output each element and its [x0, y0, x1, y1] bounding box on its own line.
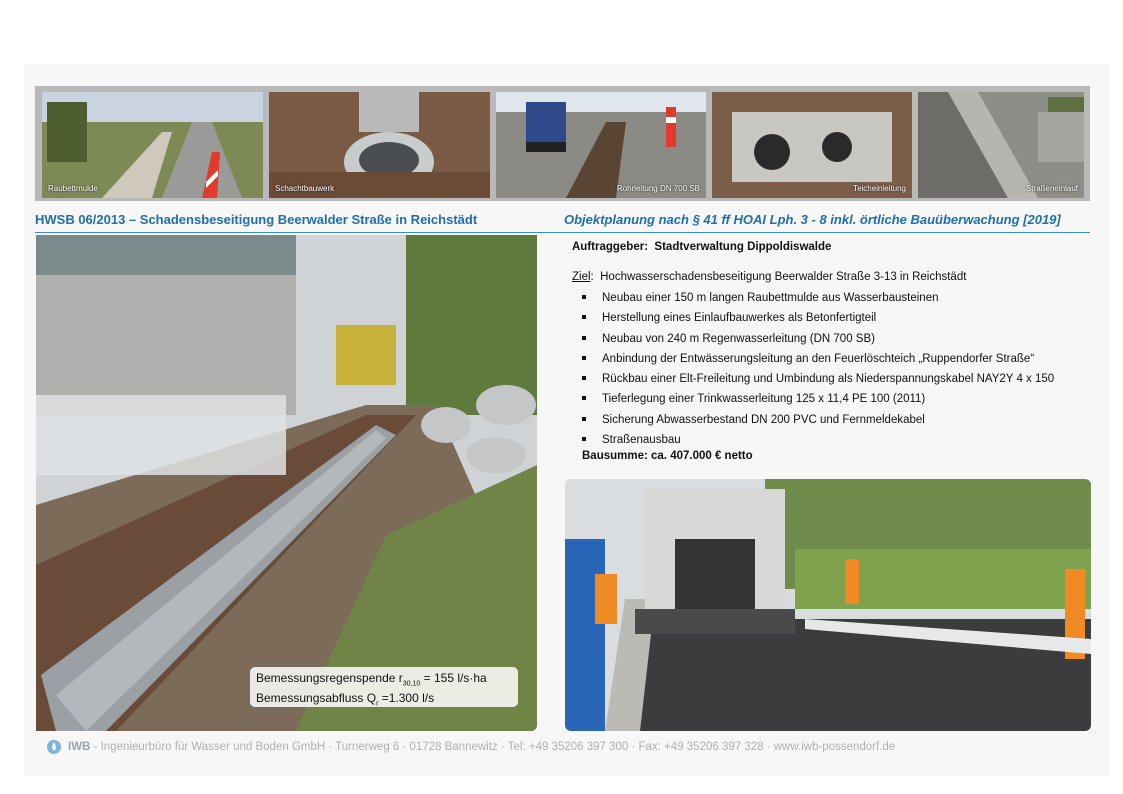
thumbnail-rohrleitung	[496, 92, 706, 198]
thumbnail-schachtbauwerk	[269, 92, 490, 198]
photo-pipe-trench	[36, 235, 537, 731]
thumbnail-strasseneinlauf	[918, 92, 1084, 198]
header-divider	[35, 232, 1090, 233]
design-values-callout	[250, 667, 518, 707]
client-line: Auftraggeber: Stadtverwaltung Dippoldiswalde	[572, 241, 832, 253]
list-item: Neubau von 240 m Regenwasserleitung (DN 700 SB)	[572, 329, 1092, 349]
list-item: Herstellung eines Einlaufbauwerkes als Betonfertigteil	[572, 308, 1092, 328]
project-info	[572, 241, 1092, 462]
list-item: Rückbau einer Elt-Freileitung und Umbindung als Niederspannungskabel NAY2Y 4 x 150	[572, 369, 1092, 389]
thumbnail-caption: Teicheinleitung	[853, 184, 906, 193]
photo-asphalt-paving	[565, 479, 1091, 731]
thumbnail-caption: Schachtbauwerk	[275, 184, 335, 193]
footer-address: IWB - Ingenieurbüro für Wasser und Boden GmbH · Turnerweg 6 · 01728 Bannewitz · Tel: +49 35206 397 300 · Fax: +49 35206 397 328 · www.iwb-possendorf.de	[68, 741, 896, 753]
thumbnail-caption: Straßeneinlauf	[1025, 184, 1078, 193]
design-discharge: Bemessungsabfluss $Q_r =1.300$ l/s	[256, 691, 435, 708]
thumbnail-raubettmulde	[42, 92, 263, 198]
scope-list	[572, 288, 1092, 450]
goal-line: Ziel: Hochwasserschadensbeseitigung Beerwalder Straße 3-13 in Reichstädt	[572, 271, 967, 283]
list-item: Neubau einer 150 m langen Raubettmulde aus Wasserbausteinen	[572, 288, 1092, 308]
thumbnail-teicheinleitung	[712, 92, 912, 198]
list-item: Tieferlegung einer Trinkwasserleitung 125 x 11,4 PE 100 (2011)	[572, 389, 1092, 409]
design-rain-intensity: Bemessungsregenspende $r_{30,10} = 155$ l/s·ha	[256, 671, 487, 688]
list-item: Straßenausbau	[572, 430, 1092, 450]
project-title: HWSB 06/2013 – Schadensbeseitigung Beerwalder Straße in Reichstädt	[35, 212, 478, 227]
thumbnail-caption: Raubettmulde	[48, 184, 98, 193]
list-item: Anbindung der Entwässerungsleitung an den Feuerlöschteich „Ruppendorfer Straße“	[572, 349, 1092, 369]
project-subtitle: Objektplanung nach § 41 ff HOAI Lph. 3 - 8 inkl. örtliche Bauüberwachung [2019]	[564, 212, 1061, 227]
thumbnail-caption: Rohrleitung DN 700 SB	[616, 184, 700, 193]
construction-sum: Bausumme: ca. 407.000 € netto	[582, 450, 753, 463]
list-item: Sicherung Abwasserbestand DN 200 PVC und Fernmeldekabel	[572, 410, 1092, 430]
